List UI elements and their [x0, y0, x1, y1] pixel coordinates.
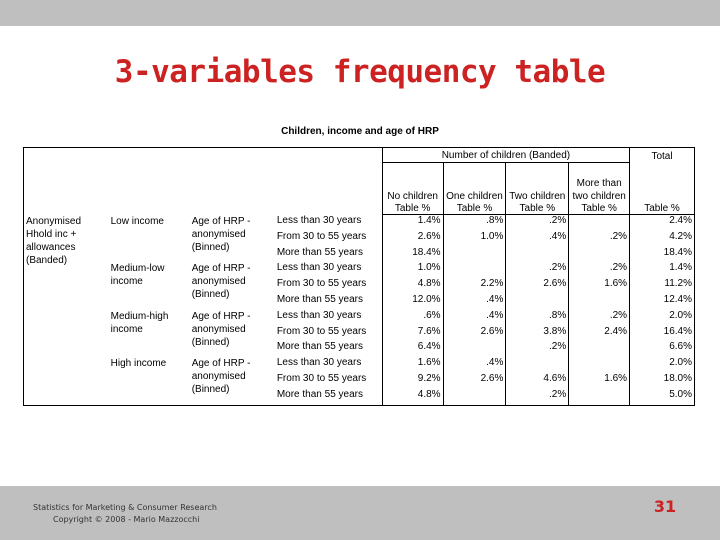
column-stat-label: Table % [382, 203, 443, 215]
column-header-total [630, 163, 695, 204]
value-cell: 9.2% [382, 373, 443, 389]
value-cell [569, 357, 630, 373]
age-band-label: From 30 to 55 years [276, 372, 367, 384]
value-cell [443, 341, 506, 357]
value-cell [443, 389, 506, 405]
total-cell: 2.0% [630, 357, 695, 373]
table-caption: Children, income and age of HRP [281, 126, 439, 137]
age-band-label: Less than 30 years [276, 309, 362, 321]
value-cell: 1.0% [382, 262, 443, 278]
header-total: Total [630, 148, 695, 163]
top-bar [0, 0, 720, 26]
age-band-label: Less than 30 years [276, 214, 362, 226]
total-cell: 18.0% [630, 373, 695, 389]
column-stat-label: Table % [443, 203, 506, 215]
value-cell: .2% [569, 262, 630, 278]
frequency-table [23, 147, 695, 406]
value-cell: 2.6% [382, 231, 443, 247]
value-cell: .2% [506, 215, 569, 231]
value-cell [569, 247, 630, 263]
income-label: High income [109, 357, 190, 405]
table-row [24, 357, 695, 373]
column-header: Two children [506, 163, 569, 204]
value-cell [506, 294, 569, 310]
column-header: More than two children [569, 163, 630, 204]
value-cell: 2.6% [443, 373, 506, 389]
value-cell: 2.2% [443, 278, 506, 294]
value-cell [569, 341, 630, 357]
value-cell: 18.4% [382, 247, 443, 263]
age-band-label: Less than 30 years [276, 357, 362, 369]
value-cell: .8% [443, 215, 506, 231]
age-variable-label: Age of HRP - anonymised (Binned) [190, 357, 275, 405]
value-cell [569, 389, 630, 405]
page-number: 31 [653, 497, 677, 516]
footer-copyright [33, 502, 217, 526]
value-cell: 1.0% [443, 231, 506, 247]
value-cell: .4% [443, 310, 506, 326]
value-cell: 4.8% [382, 278, 443, 294]
header-number-of-children: Number of children (Banded) [382, 148, 629, 163]
footer-line-1: Statistics for Marketing & Consumer Research [33, 503, 217, 512]
value-cell [443, 262, 506, 278]
value-cell: 12.0% [382, 294, 443, 310]
income-label: Medium-low income [110, 263, 165, 288]
total-cell: 2.0% [630, 310, 695, 326]
income-label: Medium-high income [110, 310, 169, 335]
value-cell: .2% [569, 310, 630, 326]
total-cell: 2.4% [630, 215, 695, 231]
age-band-label: Less than 30 years [276, 262, 362, 274]
age-variable-label: Age of HRP - anonymised (Binned) [191, 310, 251, 348]
value-cell [506, 357, 569, 373]
column-header: No children [382, 163, 443, 204]
value-cell: .4% [443, 357, 506, 373]
value-cell: 3.8% [506, 326, 569, 342]
value-cell: 4.8% [382, 389, 443, 405]
value-cell: .6% [382, 310, 443, 326]
header-corner [24, 148, 383, 204]
total-cell: 16.4% [630, 326, 695, 342]
total-cell: 6.6% [630, 341, 695, 357]
age-variable-label: Age of HRP - anonymised (Binned) [191, 263, 251, 301]
column-stat-label: Table % [506, 203, 569, 215]
value-cell [569, 294, 630, 310]
value-cell: 2.4% [569, 326, 630, 342]
value-cell: .2% [506, 341, 569, 357]
footer-line-2: Copyright © 2008 - Mario Mazzocchi [53, 515, 200, 524]
value-cell [506, 247, 569, 263]
column-header: One children [443, 163, 506, 204]
age-band-label: More than 55 years [275, 389, 382, 405]
header-row [24, 148, 695, 163]
income-label: Low income [110, 215, 164, 227]
age-band-label: More than 55 years [276, 341, 363, 353]
value-cell: 2.6% [443, 326, 506, 342]
value-cell: 4.6% [506, 373, 569, 389]
age-band-label: From 30 to 55 years [276, 230, 367, 242]
value-cell: 7.6% [382, 326, 443, 342]
total-cell: 5.0% [630, 389, 695, 405]
value-cell: 1.6% [569, 373, 630, 389]
total-cell: 12.4% [630, 294, 695, 310]
total-cell: 1.4% [630, 262, 695, 278]
value-cell: .2% [506, 389, 569, 405]
slide-title: 3-variables frequency table [114, 54, 606, 90]
value-cell: .2% [569, 231, 630, 247]
value-cell: .4% [506, 231, 569, 247]
value-cell: .4% [443, 294, 506, 310]
value-cell: 1.6% [569, 278, 630, 294]
total-cell: 18.4% [630, 247, 695, 263]
value-cell: .2% [506, 262, 569, 278]
value-cell: 1.4% [382, 215, 443, 231]
age-band-label: More than 55 years [276, 293, 363, 305]
table-row [24, 215, 695, 231]
value-cell [443, 247, 506, 263]
age-variable-label: Age of HRP - anonymised (Binned) [191, 215, 251, 253]
value-cell: .8% [506, 310, 569, 326]
column-stat-label: Table % [569, 203, 630, 215]
age-band-label: More than 55 years [276, 246, 363, 258]
table-row [24, 310, 695, 326]
value-cell: 1.6% [382, 357, 443, 373]
header-spacer [24, 203, 383, 215]
total-cell: 11.2% [630, 278, 695, 294]
value-cell [569, 215, 630, 231]
age-band-label: From 30 to 55 years [276, 278, 367, 290]
column-stat-label: Table % [630, 203, 695, 215]
value-cell: 2.6% [506, 278, 569, 294]
header-row [24, 203, 695, 215]
value-cell: 6.4% [382, 341, 443, 357]
outer-row-label: Anonymised Hhold inc + allowances (Banded) [24, 215, 109, 406]
table-row [24, 262, 695, 278]
total-cell: 4.2% [630, 231, 695, 247]
age-band-label: From 30 to 55 years [276, 325, 367, 337]
